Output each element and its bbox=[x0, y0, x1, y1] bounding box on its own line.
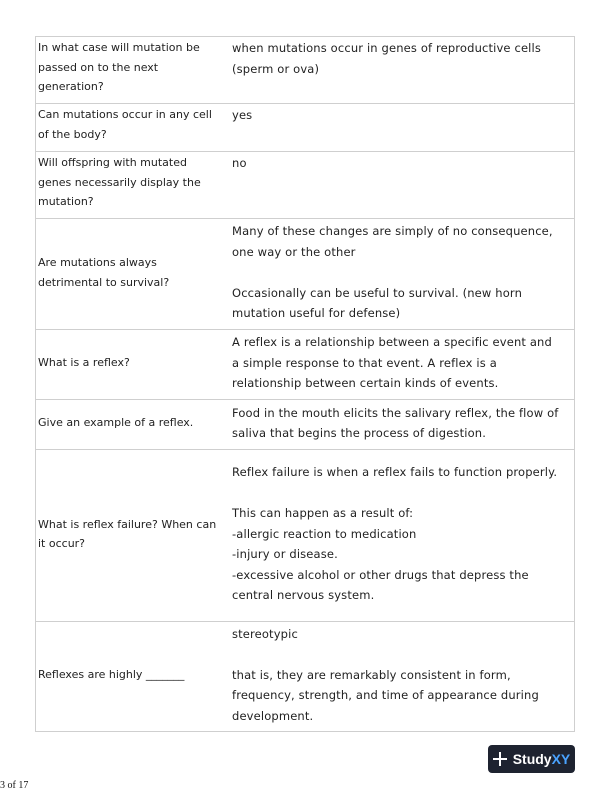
answer-line: -allergic reaction to medication bbox=[232, 526, 417, 541]
question-cell: Will offspring with mutated genes necessarily display the mutation? bbox=[36, 152, 227, 219]
table-row bbox=[36, 104, 575, 152]
question-cell: Reflexes are highly _______ bbox=[36, 622, 227, 732]
question-cell: Can mutations occur in any cell of the body? bbox=[36, 104, 227, 152]
answer-cell bbox=[226, 622, 575, 732]
answer-cell bbox=[226, 450, 575, 622]
answer-cell bbox=[226, 400, 575, 450]
answer-line: -injury or disease. bbox=[232, 547, 338, 562]
studyxy-logo bbox=[488, 745, 575, 773]
answer-gap bbox=[232, 262, 560, 283]
answer-line: Many of these changes are simply of no consequence, one way or the other bbox=[232, 224, 553, 259]
brand-prefix: Study bbox=[512, 751, 552, 767]
answer-line: yes bbox=[232, 108, 253, 122]
answer-line: that is, they are remarkably consistent in form, frequency, strength, and time of appearance during development. bbox=[232, 667, 539, 723]
answer-line: A reflex is a relationship between a specific event and a simple response to that event. A reflex is a relationship between certain kinds of events. bbox=[232, 335, 552, 391]
question-cell: In what case will mutation be passed on to the next generation? bbox=[36, 37, 227, 104]
answer-line: stereotypic bbox=[232, 626, 298, 641]
plus-icon bbox=[493, 752, 507, 766]
table-row bbox=[36, 219, 575, 330]
answer-line: Reflex failure is when a reflex fails to function properly. bbox=[232, 465, 558, 480]
table-row bbox=[36, 450, 575, 622]
table-row bbox=[36, 622, 575, 732]
answer-cell bbox=[226, 152, 575, 219]
answer-cell bbox=[226, 330, 575, 400]
answer-cell bbox=[226, 219, 575, 330]
answer-line: Occasionally can be useful to survival. (new horn mutation useful for defense) bbox=[232, 285, 523, 321]
table-row bbox=[36, 37, 575, 104]
question-cell: Are mutations always detrimental to survival? bbox=[36, 219, 227, 330]
answer-line: -excessive alcohol or other drugs that depress the central nervous system. bbox=[232, 567, 529, 603]
table-row bbox=[36, 330, 575, 400]
answer-line: This can happen as a result of: bbox=[232, 506, 414, 521]
answer-line: no bbox=[232, 156, 247, 170]
answer-cell bbox=[226, 37, 575, 104]
page-indicator: 3 of 17 bbox=[0, 780, 29, 791]
answer-cell bbox=[226, 104, 575, 152]
answer-gap bbox=[232, 644, 560, 665]
question-cell: What is reflex failure? When can it occur? bbox=[36, 450, 227, 622]
flashcard-sheet bbox=[35, 36, 575, 732]
table-row bbox=[36, 152, 575, 219]
answer-line: Food in the mouth elicits the salivary reflex, the flow of saliva that begins the process of digestion. bbox=[232, 405, 559, 440]
question-cell: What is a reflex? bbox=[36, 330, 227, 400]
answer-gap bbox=[232, 483, 560, 504]
question-cell: Give an example of a reflex. bbox=[36, 400, 227, 450]
answer-line: when mutations occur in genes of reproductive cells (sperm or ova) bbox=[232, 41, 541, 76]
qa-table bbox=[35, 36, 575, 732]
brand-suffix: XY bbox=[551, 751, 571, 767]
table-row bbox=[36, 400, 575, 450]
